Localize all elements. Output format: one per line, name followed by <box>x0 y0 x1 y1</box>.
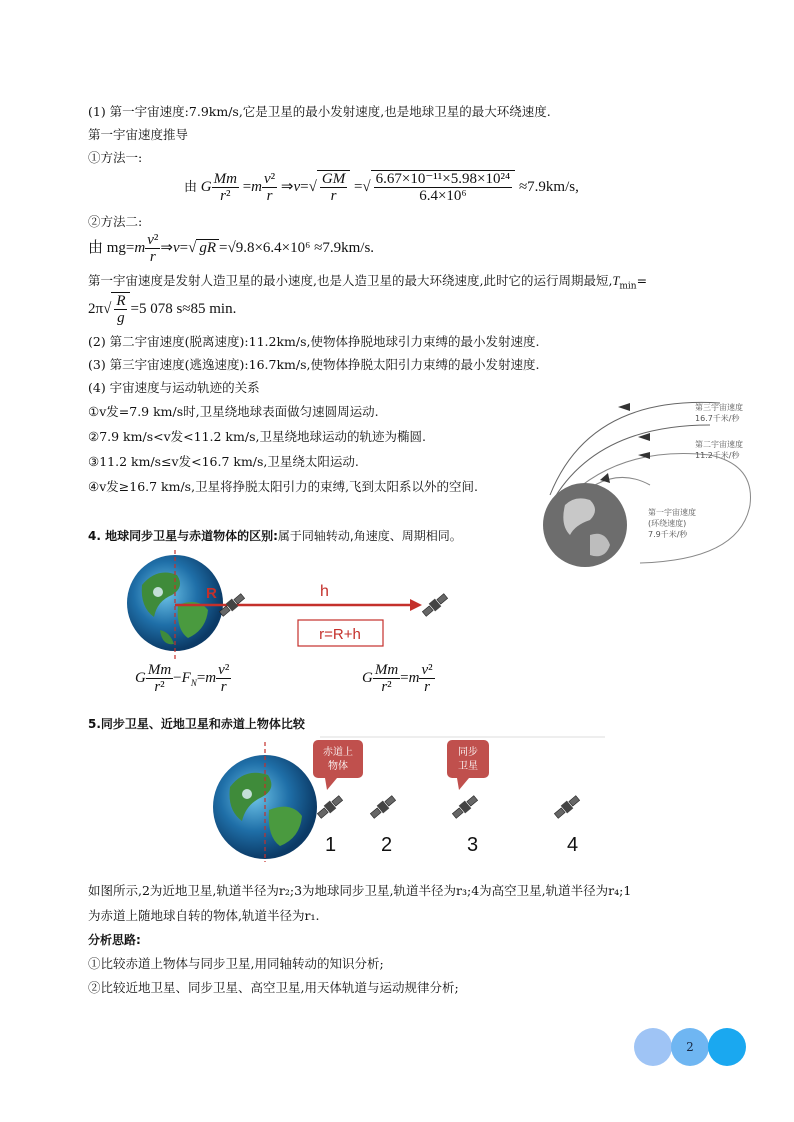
callout2-line2: 卫星 <box>458 761 478 772</box>
callout-sync-satellite <box>447 740 489 790</box>
position-number-1: 1 <box>325 834 337 856</box>
comparison-description-2: 为赤道上随地球自转的物体,轨道半径为r₁. <box>88 908 320 923</box>
period-equation: 2π√ $\frac{R}{g}$ =5 078 s≈85 min. <box>88 293 237 326</box>
first-speed-label-1: 第一宇宙速度 <box>648 508 696 517</box>
position-number-4: 4 <box>567 834 579 856</box>
speed-trajectory-heading: (4) 宇宙速度与运动轨迹的关系 <box>88 380 260 395</box>
sync-satellite-diagram <box>120 550 480 660</box>
height-label: h <box>320 583 329 600</box>
first-speed-label-2: (环绕速度) <box>648 519 687 528</box>
radius-label: R <box>206 585 217 602</box>
case-two-line: ②7.9 km/s<v发<11.2 km/s,卫星绕地球运动的轨迹为椭圆. <box>88 429 426 444</box>
second-cosmic-speed-line: (2) 第二宇宙速度(脱离速度):11.2km/s,使物体挣脱地球引力束缚的最小发射速度. <box>88 334 540 349</box>
satellite-icon <box>421 592 449 618</box>
third-speed-label-2: 16.7千米/秒 <box>695 414 740 423</box>
callout1-line2: 物体 <box>328 761 348 772</box>
first-speed-label-3: 7.9千米/秒 <box>648 530 688 539</box>
eq1-prefix: 由 <box>184 179 198 195</box>
orbit-radius-formula: r=R+h <box>319 626 361 643</box>
page-number-badge <box>671 1028 709 1066</box>
case-three-line: ③11.2 km/s≤v发<16.7 km/s,卫星绕太阳运动. <box>88 454 359 469</box>
section4-title-tail: 属于同轴转动,角速度、周期相同。 <box>277 529 462 543</box>
satellite-icon <box>316 794 344 820</box>
satellite-icon <box>451 794 479 820</box>
equation-method-one: 由 G $\frac{Mm}{\text{r²}}$ =m $\frac{\text{v²}}{r}$ ⇒v=√ $\frac{GM}{r}$ =√ $\frac{\text{6.67×10⁻¹¹×5.98×10²⁴}}{\text{6.4×10⁶}}$ ≈7.9km/s, <box>184 171 579 204</box>
eq1-numerator: 6.67×10⁻¹¹×5.98×10²⁴ <box>375 171 511 187</box>
page-number: 2 <box>686 1040 694 1054</box>
position-number-3: 3 <box>467 834 479 856</box>
cosmic-speed-orbit-figure <box>530 385 770 575</box>
equator-object-equation: G $\frac{Mm}{\text{r²}}$ $-F_N=m$ $\frac{\text{v²}}{r}$ <box>135 662 230 695</box>
callout1-line1: 赤道上 <box>323 747 353 758</box>
analysis-title: 分析思路: <box>88 933 141 947</box>
second-speed-label-2: 11.2千米/秒 <box>695 451 740 460</box>
method-one-label: ①方法一: <box>88 150 143 165</box>
section5-heading: 5.同步卫星、近地卫星和赤道上物体比较 <box>88 717 305 731</box>
period-eq-tail: =5 078 s≈85 min. <box>130 300 237 317</box>
callout2-line1: 同步 <box>458 747 478 758</box>
case-one-line: ①v发=7.9 km/s时,卫星绕地球表面做匀速圆周运动. <box>88 404 379 419</box>
third-speed-label-1: 第三宇宙速度 <box>695 403 743 412</box>
eq1-result: ≈7.9km/s, <box>518 178 579 195</box>
period-sentence: 第一宇宙速度是发射人造卫星的最小速度,也是人造卫星的最大环绕速度,此时它的运行周期最短, <box>88 273 613 288</box>
eq2-prefix: 由 mg= <box>88 239 135 256</box>
eq2-tail: =√9.8×6.4×10⁶ ≈7.9km/s. <box>219 239 375 256</box>
case-four-line: ④v发≥16.7 km/s,卫星将挣脱太阳引力的束缚,飞到太阳系以外的空间. <box>88 479 479 494</box>
section4-title: 4. 地球同步卫星与赤道物体的区别: <box>88 529 278 543</box>
method-two-label: ②方法二: <box>88 214 143 229</box>
page-indicator-circle-left <box>634 1028 672 1066</box>
tmin-symbol: T <box>612 274 620 288</box>
satellite-icon <box>553 794 581 820</box>
satellite-icon <box>369 794 397 820</box>
equation-method-two: 由 mg=m $\frac{\text{v²}}{r}$ ⇒v=√ gR =√9.8×6.4×10⁶ ≈7.9km/s. <box>88 232 375 265</box>
position-number-2: 2 <box>381 834 393 856</box>
analysis-point-2: ②比较近地卫星、同步卫星、高空卫星,用天体轨道与运动规律分析; <box>88 980 459 995</box>
eq1-denominator: 6.4×10⁶ <box>419 188 467 204</box>
analysis-point-1: ①比较赤道上物体与同步卫星,用同轴转动的知识分析; <box>88 956 384 971</box>
sync-satellite-equation: G $\frac{Mm}{\text{r²}}$ =m $\frac{\text{v²}}{r}$ <box>362 662 433 695</box>
first-cosmic-speed-line: (1) 第一宇宙速度:7.9km/s,它是卫星的最小发射速度,也是地球卫星的最大环绕速度. <box>88 104 551 119</box>
rocket-icon <box>600 403 650 483</box>
period-text: 第一宇宙速度是发射人造卫星的最小速度,也是人造卫星的最大环绕速度,此时它的运行周期最短$,T_{min}=$ <box>88 273 648 292</box>
second-speed-label-1: 第二宇宙速度 <box>695 440 743 449</box>
section4-heading <box>88 527 462 545</box>
third-cosmic-speed-line: (3) 第三宇宙速度(逃逸速度):16.7km/s,使物体挣脱太阳引力束缚的最小发射速度. <box>88 357 540 372</box>
earth-icon <box>543 483 627 567</box>
tmin-subscript: min <box>619 281 637 292</box>
comparison-description-1: 如图所示,2为近地卫星,轨道半径为r₂;3为地球同步卫星,轨道半径为r₃;4为高空卫星,轨道半径为r₄;1 <box>88 883 632 898</box>
page-indicator-circle-right <box>708 1028 746 1066</box>
callout-equator-object <box>313 740 363 790</box>
satellite-comparison-diagram <box>205 732 605 867</box>
derivation-title: 第一宇宙速度推导 <box>88 127 189 142</box>
